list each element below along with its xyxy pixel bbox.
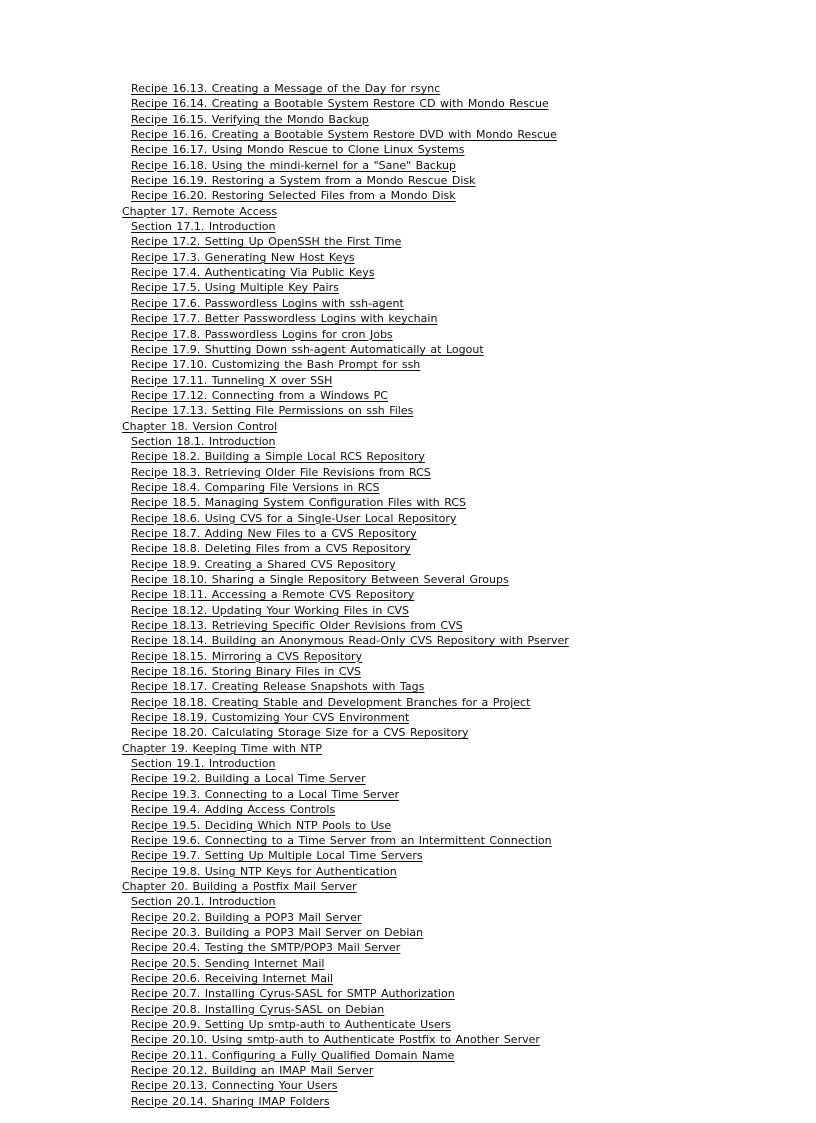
toc-recipe-link[interactable]: Recipe 16.19. Restoring a System from a Mondo Rescue Disk — [131, 174, 476, 188]
toc-recipe-link[interactable]: Recipe 19.3. Connecting to a Local Time Server — [131, 787, 400, 801]
toc-recipe-link[interactable]: Recipe 18.2. Building a Simple Local RCS Repository — [131, 450, 425, 464]
toc-recipe-link[interactable]: Recipe 18.8. Deleting Files from a CVS Repository — [131, 542, 411, 556]
toc-recipe-item — [0, 325, 816, 340]
toc-recipe-item — [0, 125, 816, 140]
toc-recipe-item — [0, 539, 816, 554]
toc-recipe-link[interactable]: Recipe 20.13. Connecting Your Users — [131, 1079, 338, 1093]
toc-recipe-item — [0, 831, 816, 846]
toc-chapter-link[interactable]: Chapter 17. Remote Access — [122, 204, 278, 218]
toc-recipe-item — [0, 769, 816, 784]
toc-section-item — [0, 432, 816, 447]
toc-recipe-link[interactable]: Recipe 18.14. Building an Anonymous Read-Only CVS Repository with Pserver — [131, 634, 569, 648]
toc-recipe-link[interactable]: Recipe 18.15. Mirroring a CVS Repository — [131, 649, 363, 663]
toc-recipe-item — [0, 723, 816, 738]
toc-section-link[interactable]: Section 19.1. Introduction — [131, 757, 276, 771]
toc-chapter-item — [0, 202, 816, 217]
toc-recipe-link[interactable]: Recipe 18.7. Adding New Files to a CVS Repository — [131, 526, 417, 540]
toc-recipe-item — [0, 140, 816, 155]
toc-recipe-item — [0, 1000, 816, 1015]
toc-recipe-link[interactable]: Recipe 20.2. Building a POP3 Mail Server — [131, 910, 362, 924]
toc-recipe-item — [0, 846, 816, 861]
toc-recipe-link[interactable]: Recipe 18.18. Creating Stable and Development Branches for a Project — [131, 695, 531, 709]
toc-recipe-item — [0, 816, 816, 831]
toc-recipe-item — [0, 570, 816, 585]
toc-recipe-link[interactable]: Recipe 18.17. Creating Release Snapshots with Tags — [131, 680, 425, 694]
toc-recipe-link[interactable]: Recipe 20.5. Sending Internet Mail — [131, 956, 325, 970]
toc-chapter-link[interactable]: Chapter 19. Keeping Time with NTP — [122, 741, 322, 755]
toc-recipe-link[interactable]: Recipe 20.6. Receiving Internet Mail — [131, 971, 334, 985]
toc-recipe-item — [0, 371, 816, 386]
toc-recipe-link[interactable]: Recipe 18.11. Accessing a Remote CVS Repository — [131, 588, 415, 602]
toc-recipe-link[interactable]: Recipe 20.4. Testing the SMTP/POP3 Mail Server — [131, 941, 401, 955]
toc-recipe-link[interactable]: Recipe 17.4. Authenticating Via Public Keys — [131, 266, 375, 280]
toc-recipe-item — [0, 463, 816, 478]
toc-recipe-link[interactable]: Recipe 16.14. Creating a Bootable System Restore CD with Mondo Rescue — [131, 97, 549, 111]
toc-recipe-item — [0, 862, 816, 877]
toc-section-link[interactable]: Section 18.1. Introduction — [131, 434, 276, 448]
toc-recipe-link[interactable]: Recipe 17.12. Connecting from a Windows PC — [131, 388, 388, 402]
toc-recipe-link[interactable]: Recipe 16.15. Verifying the Mondo Backup — [131, 112, 369, 126]
toc-recipe-link[interactable]: Recipe 17.5. Using Multiple Key Pairs — [131, 281, 339, 295]
toc-recipe-item — [0, 524, 816, 539]
toc-recipe-item — [0, 923, 816, 938]
toc-recipe-item — [0, 171, 816, 186]
toc-recipe-link[interactable]: Recipe 18.10. Sharing a Single Repository Between Several Groups — [131, 573, 509, 586]
toc-recipe-item — [0, 585, 816, 600]
toc-recipe-item — [0, 186, 816, 201]
toc-chapter-item — [0, 877, 816, 892]
toc-recipe-item — [0, 478, 816, 493]
toc-recipe-item — [0, 110, 816, 125]
toc-recipe-link[interactable]: Recipe 18.12. Updating Your Working Files in CVS — [131, 603, 410, 617]
toc-recipe-item — [0, 631, 816, 646]
toc-recipe-item — [0, 800, 816, 815]
toc-recipe-item — [0, 1076, 816, 1091]
toc-recipe-item — [0, 493, 816, 508]
toc-recipe-item — [0, 601, 816, 616]
toc-recipe-item — [0, 984, 816, 999]
toc-recipe-link[interactable]: Recipe 19.6. Connecting to a Time Server from an Intermittent Connection — [131, 833, 552, 847]
toc-recipe-link[interactable]: Recipe 18.20. Calculating Storage Size for a CVS Repository — [131, 726, 469, 740]
toc-recipe-item — [0, 94, 816, 109]
toc-recipe-link[interactable]: Recipe 20.3. Building a POP3 Mail Server on Debian — [131, 925, 424, 939]
toc-recipe-link[interactable]: Recipe 18.6. Using CVS for a Single-User Local Repository — [131, 511, 457, 525]
toc-recipe-item — [0, 1015, 816, 1030]
toc-recipe-link[interactable]: Recipe 18.5. Managing System Configuration Files with RCS — [131, 496, 467, 510]
toc-recipe-link[interactable]: Recipe 19.5. Deciding Which NTP Pools to Use — [131, 818, 392, 832]
toc-section-link[interactable]: Section 17.1. Introduction — [131, 220, 276, 234]
toc-chapter-item — [0, 417, 816, 432]
toc-recipe-link[interactable]: Recipe 16.13. Creating a Message of the Day for rsync — [131, 82, 441, 95]
toc-recipe-link[interactable]: Recipe 19.4. Adding Access Controls — [131, 803, 336, 817]
toc-section-item — [0, 754, 816, 769]
toc-recipe-link[interactable]: Recipe 17.6. Passwordless Logins with ssh-agent — [131, 296, 404, 310]
toc-recipe-link[interactable]: Recipe 16.17. Using Mondo Rescue to Clone Linux Systems — [131, 143, 465, 157]
toc-recipe-item — [0, 340, 816, 355]
toc-recipe-link[interactable]: Recipe 18.3. Retrieving Older File Revisions from RCS — [131, 465, 431, 479]
toc-recipe-item — [0, 232, 816, 247]
toc-recipe-link[interactable]: Recipe 20.7. Installing Cyrus-SASL for SMTP Authorization — [131, 987, 455, 1001]
toc-recipe-link[interactable]: Recipe 16.20. Restoring Selected Files from a Mondo Disk — [131, 189, 456, 203]
toc-section-link[interactable]: Section 20.1. Introduction — [131, 895, 276, 909]
toc-recipe-link[interactable]: Recipe 18.13. Retrieving Specific Older Revisions from CVS — [131, 619, 463, 633]
toc-recipe-item — [0, 79, 816, 94]
toc-recipe-link[interactable]: Recipe 18.9. Creating a Shared CVS Repository — [131, 557, 396, 571]
toc-recipe-link[interactable]: Recipe 17.8. Passwordless Logins for cron Jobs — [131, 327, 393, 341]
toc-chapter-link[interactable]: Chapter 20. Building a Postfix Mail Server — [122, 879, 357, 893]
toc-recipe-item — [0, 401, 816, 416]
toc-recipe-link[interactable]: Recipe 19.7. Setting Up Multiple Local Time Servers — [131, 849, 423, 863]
toc-recipe-item — [0, 555, 816, 570]
toc-recipe-link[interactable]: Recipe 17.3. Generating New Host Keys — [131, 250, 355, 264]
toc-recipe-link[interactable]: Recipe 20.10. Using smtp-auth to Authenticate Postfix to Another Server — [131, 1033, 540, 1047]
toc-recipe-link[interactable]: Recipe 17.9. Shutting Down ssh-agent Automatically at Logout — [131, 342, 484, 356]
toc-recipe-link[interactable]: Recipe 17.10. Customizing the Bash Prompt for ssh — [131, 358, 421, 372]
toc-recipe-item — [0, 386, 816, 401]
toc-recipe-item — [0, 447, 816, 462]
toc-recipe-item — [0, 677, 816, 692]
toc-recipe-link[interactable]: Recipe 20.8. Installing Cyrus-SASL on Debian — [131, 1002, 385, 1016]
toc-recipe-item — [0, 693, 816, 708]
toc-recipe-link[interactable]: Recipe 20.11. Configuring a Fully Qualified Domain Name — [131, 1048, 455, 1062]
toc-recipe-item — [0, 785, 816, 800]
toc-recipe-link[interactable]: Recipe 18.16. Storing Binary Files in CVS — [131, 665, 361, 679]
toc-recipe-item — [0, 278, 816, 293]
toc-chapter-item — [0, 739, 816, 754]
toc-recipe-link[interactable]: Recipe 19.8. Using NTP Keys for Authentication — [131, 864, 397, 878]
toc-recipe-item — [0, 1046, 816, 1061]
toc-recipe-link[interactable]: Recipe 20.12. Building an IMAP Mail Server — [131, 1064, 374, 1077]
toc-recipe-item — [0, 908, 816, 923]
toc-recipe-link[interactable]: Recipe 17.7. Better Passwordless Logins with keychain — [131, 312, 438, 326]
toc-recipe-item — [0, 662, 816, 677]
table-of-contents — [0, 79, 816, 1107]
toc-recipe-item — [0, 355, 816, 370]
toc-recipe-item — [0, 647, 816, 662]
toc-recipe-item — [0, 1061, 816, 1076]
toc-recipe-link[interactable]: Recipe 18.4. Comparing File Versions in RCS — [131, 480, 380, 494]
toc-recipe-link[interactable]: Recipe 17.13. Setting File Permissions on ssh Files — [131, 404, 414, 418]
toc-chapter-link[interactable]: Chapter 18. Version Control — [122, 419, 278, 433]
toc-recipe-link[interactable]: Recipe 17.2. Setting Up OpenSSH the First Time — [131, 235, 402, 249]
toc-recipe-item — [0, 509, 816, 524]
toc-recipe-item — [0, 294, 816, 309]
toc-section-item — [0, 892, 816, 907]
toc-recipe-item — [0, 248, 816, 263]
toc-recipe-item — [0, 1092, 816, 1107]
toc-recipe-item — [0, 616, 816, 631]
toc-recipe-link[interactable]: Recipe 16.18. Using the mindi-kernel for a "Sane" Backup — [131, 158, 456, 172]
toc-recipe-item — [0, 156, 816, 171]
toc-recipe-item — [0, 938, 816, 953]
toc-section-item — [0, 217, 816, 232]
toc-recipe-item — [0, 309, 816, 324]
toc-recipe-link[interactable]: Recipe 16.16. Creating a Bootable System Restore DVD with Mondo Rescue — [131, 128, 557, 142]
toc-recipe-link[interactable]: Recipe 20.9. Setting Up smtp-auth to Authenticate Users — [131, 1017, 451, 1031]
toc-recipe-link[interactable]: Recipe 18.19. Customizing Your CVS Environment — [131, 711, 410, 725]
toc-recipe-link[interactable]: Recipe 20.14. Sharing IMAP Folders — [131, 1094, 330, 1108]
toc-recipe-item — [0, 263, 816, 278]
toc-recipe-item — [0, 969, 816, 984]
toc-recipe-item — [0, 954, 816, 969]
toc-recipe-link[interactable]: Recipe 19.2. Building a Local Time Server — [131, 772, 366, 786]
toc-recipe-link[interactable]: Recipe 17.11. Tunneling X over SSH — [131, 373, 333, 387]
toc-recipe-item — [0, 708, 816, 723]
toc-recipe-item — [0, 1030, 816, 1045]
